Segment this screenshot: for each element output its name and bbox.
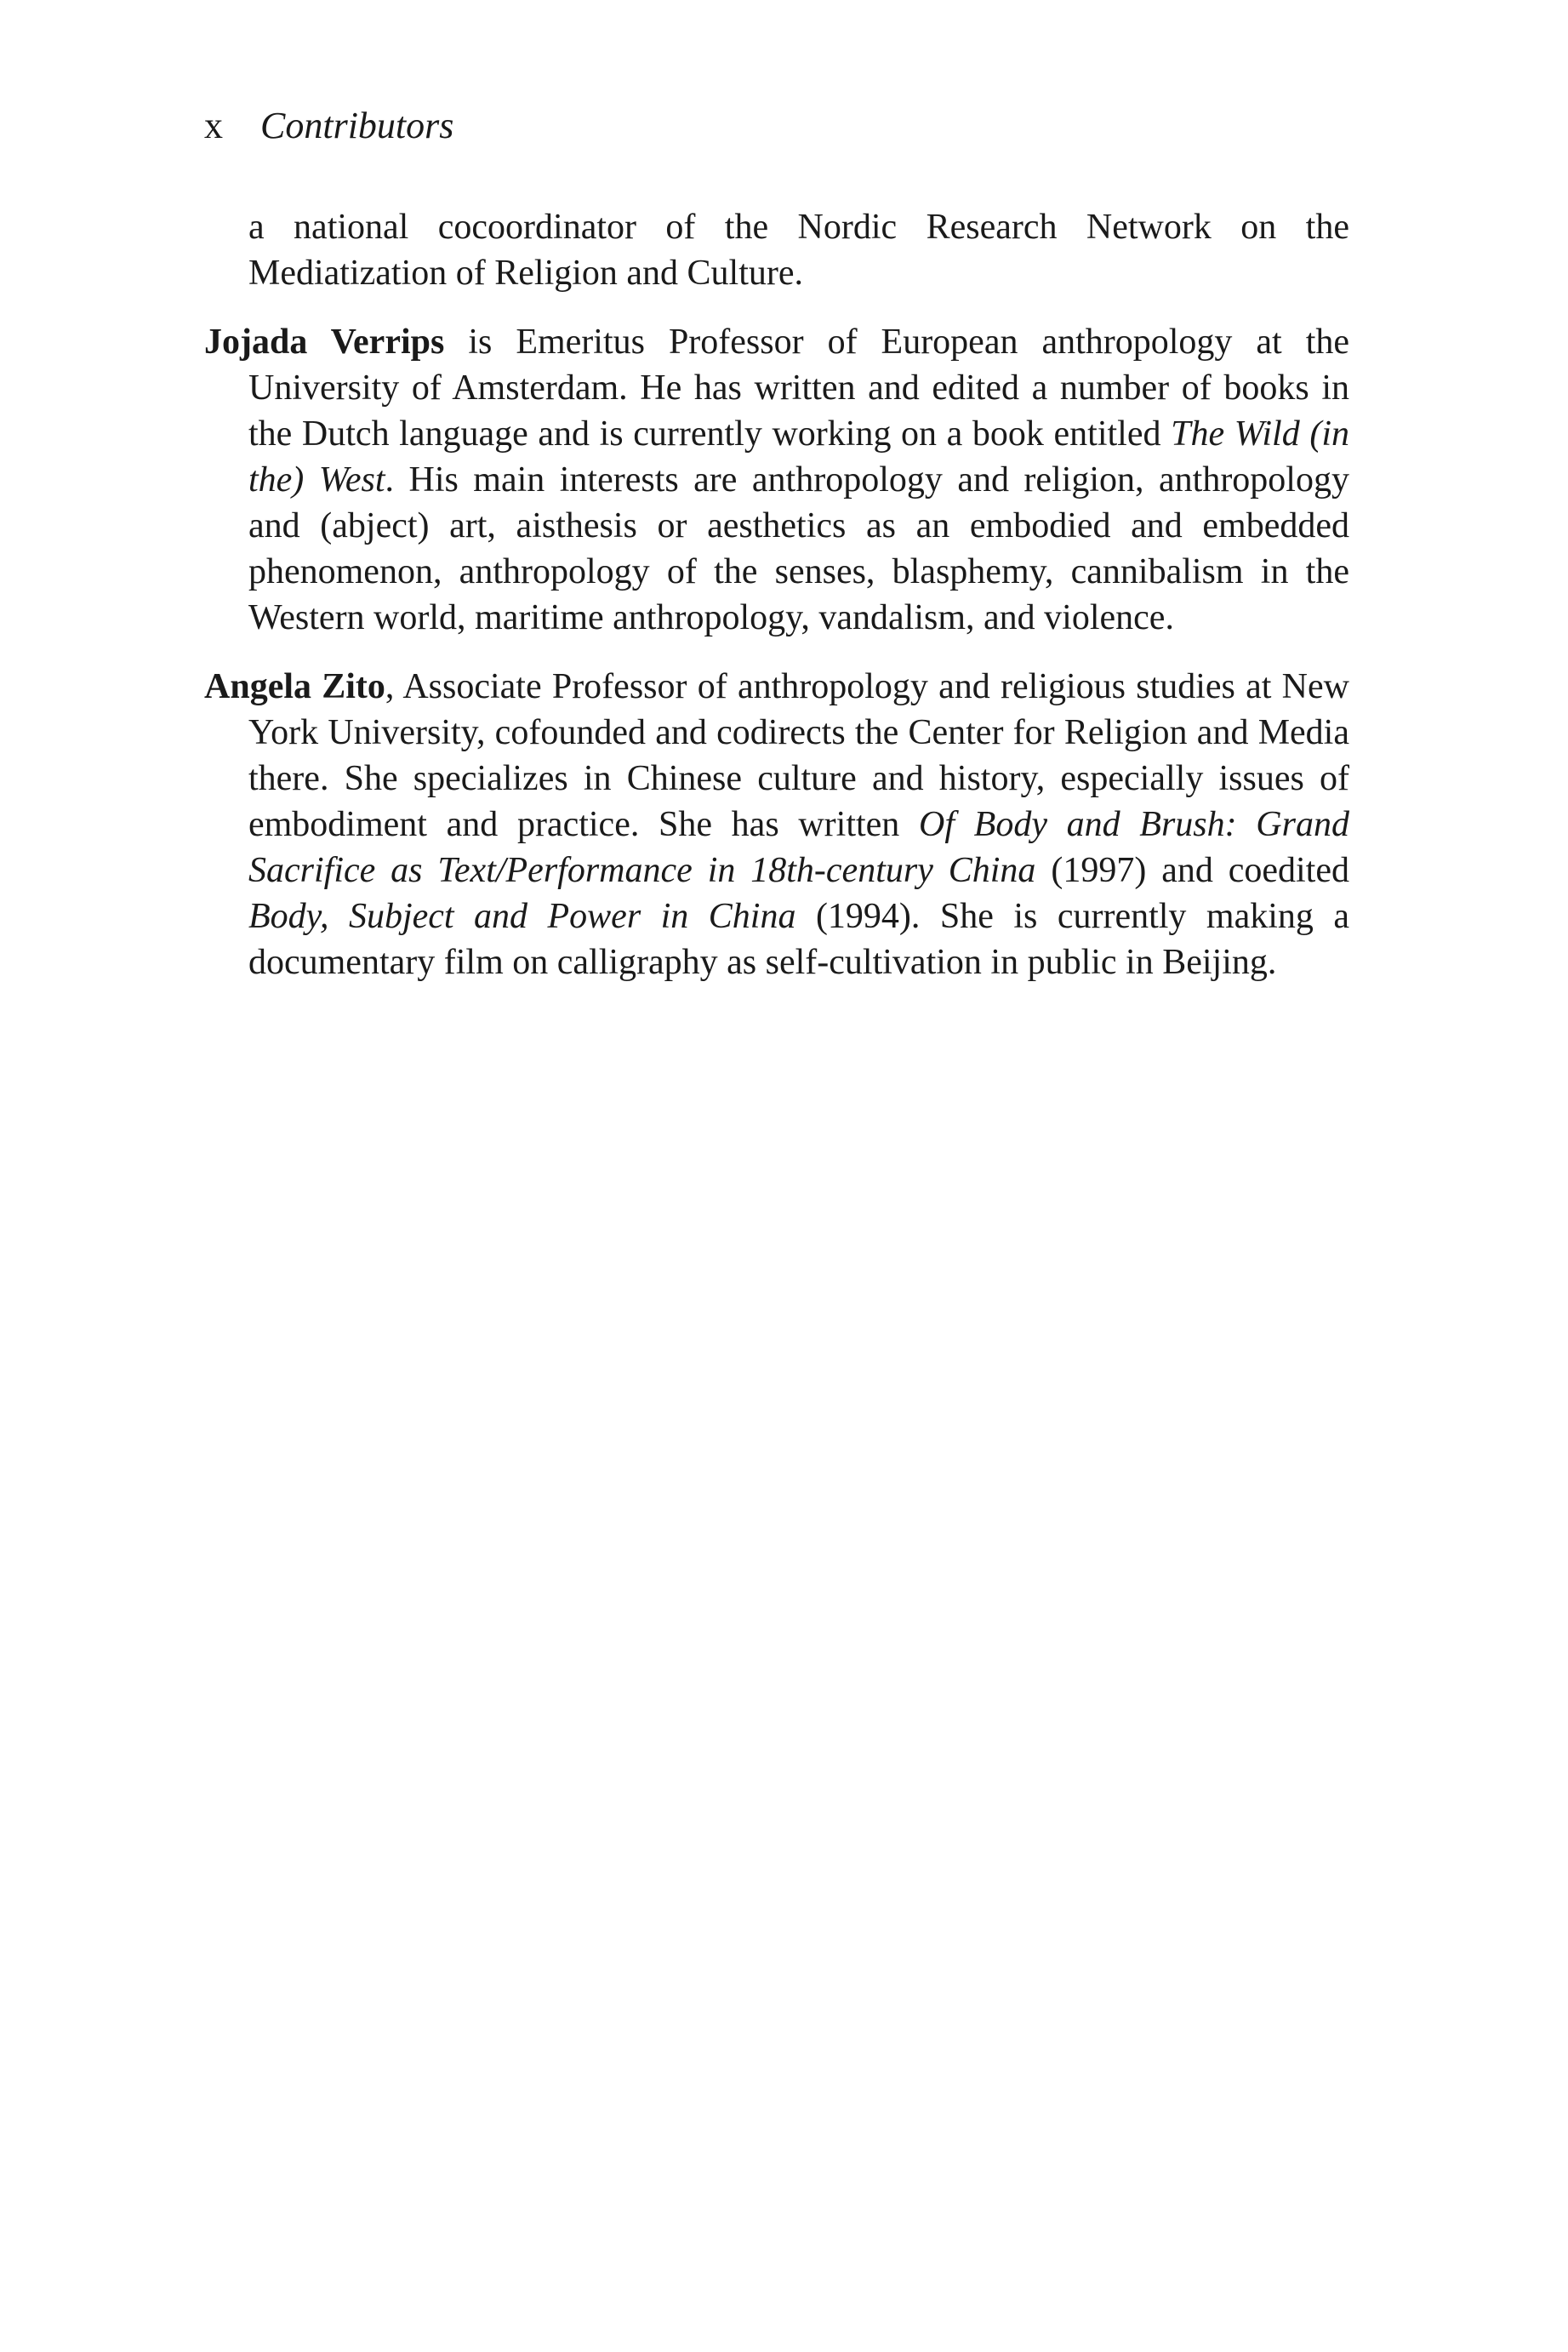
entry-text: , Associate Professor of anthropology and religious studies at New York University, cofounded and codirects the Center for Religion and Media there. She specializes in Chinese culture and history, especially issues of embodiment and practice. She has written <box>248 667 1349 844</box>
contributor-entry <box>204 664 1349 985</box>
contributor-entry-continued <box>204 204 1349 296</box>
page-number: x <box>204 105 223 146</box>
entry-text: is Emeritus Professor of European anthropology at the University of Amsterdam. He has written and edited a number of books in the Dutch language and is currently working on a book entitled <box>248 323 1349 454</box>
book-title: Of Body and Brush: Grand Sacrifice as Text/Performance in 18th-century China <box>248 805 1349 890</box>
contributor-name: Jojada Verrips <box>204 323 445 362</box>
entry-text: (1997) and coedited <box>1035 851 1349 890</box>
contributor-name: Angela Zito <box>204 667 385 706</box>
book-title: Body, Subject and Power in China <box>248 897 796 936</box>
entry-text: a national cocoordinator of the Nordic Research Network on the Mediatization of Religion and Culture. <box>248 208 1349 293</box>
entry-text: (1994). She is currently making a documentary film on calligraphy as self-cultivation in public in Beijing. <box>248 897 1349 982</box>
book-title: The Wild (in the) West <box>248 414 1349 500</box>
section-title: Contributors <box>260 105 454 146</box>
contributor-entry <box>204 319 1349 641</box>
contributors-list <box>204 204 1349 1008</box>
entry-text: . His main interests are anthropology and religion, anthropology and (abject) art, aisthesis or aesthetics as an embodied and embedded phenomenon, anthropology of the senses, blasphemy, cannibalism in the Western world, maritime anthropology, vandalism, and violence. <box>248 460 1349 637</box>
running-head <box>204 100 453 151</box>
